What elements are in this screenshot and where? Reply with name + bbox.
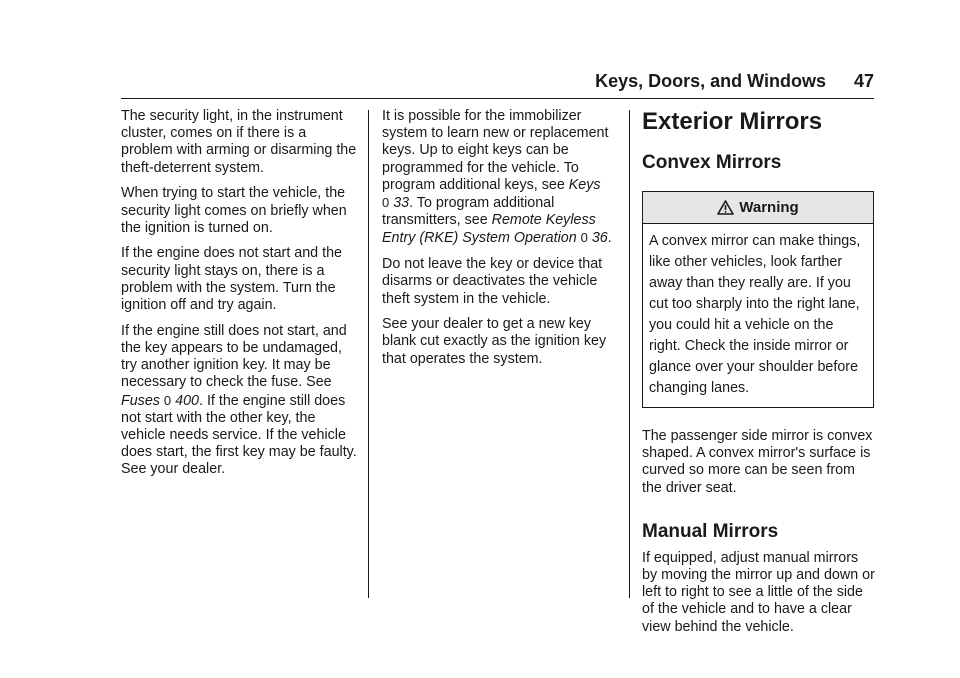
- section-title: Keys, Doors, and Windows: [595, 71, 826, 91]
- heading-manual-mirrors: Manual Mirrors: [642, 520, 779, 542]
- page-number: 47: [853, 71, 874, 91]
- text-segment: It is possible for the immobilizer system to learn new or replacement keys. Up to eight keys can be programmed for the vehicle. To program additional keys, see: [382, 108, 609, 193]
- heading-convex-mirrors: Convex Mirrors: [642, 152, 782, 173]
- header-rule: [121, 98, 874, 99]
- warning-box: [642, 191, 874, 408]
- warning-triangle-icon: [717, 200, 734, 215]
- page-ref-fuses[interactable]: 400: [175, 392, 199, 409]
- paragraph-engine-not-start: If the engine does not start and the security light stays on, there is a problem with the system. Turn the ignition off and try again.: [121, 245, 342, 314]
- text-segment: . To program additional transmitters, see: [382, 195, 555, 229]
- paragraph-see-dealer: See your dealer to get a new key blank cut exactly as the ignition key that operates the system.: [382, 316, 607, 367]
- paragraph-immobilizer: [382, 108, 618, 248]
- page-ref-keys[interactable]: 33: [393, 195, 410, 212]
- warning-header: [643, 192, 873, 224]
- link-rke[interactable]: Remote Keyless Entry (RKE) System Operation: [382, 212, 596, 247]
- warning-text: A convex mirror can make things, like other vehicles, look farther away than they really are. If you cut too sharply into the right lane, you could hit a vehicle on the right. Check the inside mirror or glance over your shoulder before changing lanes.: [649, 233, 861, 396]
- column-divider-2: [629, 110, 630, 598]
- page-ref-rke[interactable]: 36: [591, 230, 608, 247]
- column-1: [121, 108, 357, 487]
- page-reference-arrow-icon: 0: [382, 195, 390, 211]
- paragraph-try-another-key: [121, 323, 357, 479]
- column-divider-1: [368, 110, 369, 598]
- link-fuses[interactable]: Fuses: [121, 392, 160, 409]
- column-3: [642, 108, 876, 644]
- paragraph-do-not-leave-key: Do not leave the key or device that disarms or deactivates the vehicle theft system in the vehicle.: [382, 256, 603, 307]
- paragraph-security-light: The security light, in the instrument cluster, comes on if there is a problem with arming or disarming the theft-deterrent system.: [121, 108, 357, 176]
- paragraph-start-vehicle: When trying to start the vehicle, the security light comes on briefly when the ignition is turned on.: [121, 185, 347, 236]
- text-segment: .: [607, 230, 612, 247]
- heading-exterior-mirrors: Exterior Mirrors: [642, 108, 823, 135]
- page-reference-arrow-icon: 0: [163, 392, 172, 408]
- paragraph-adjust-mirrors: If equipped, adjust manual mirrors by moving the mirror up and down or left to right to see a little of the side of the vehicle and to have a clear view behind the vehicle.: [642, 549, 875, 635]
- paragraph-passenger-mirror: The passenger side mirror is convex shaped. A convex mirror's surface is curved so more can be seen from the driver seat.: [642, 428, 873, 496]
- text-segment: If the engine still does not start, and the key appears to be undamaged, try another ignition key. It may be necessary to check the fuse. See: [121, 322, 347, 391]
- page-reference-arrow-icon: 0: [580, 230, 588, 246]
- warning-label: Warning: [739, 198, 799, 216]
- link-keys[interactable]: Keys: [568, 176, 601, 193]
- column-2: [382, 108, 618, 376]
- text-segment: . If the engine still does not start with the other key, the vehicle needs service. If the vehicle does start, the first key may be faulty. See your dealer.: [121, 392, 357, 478]
